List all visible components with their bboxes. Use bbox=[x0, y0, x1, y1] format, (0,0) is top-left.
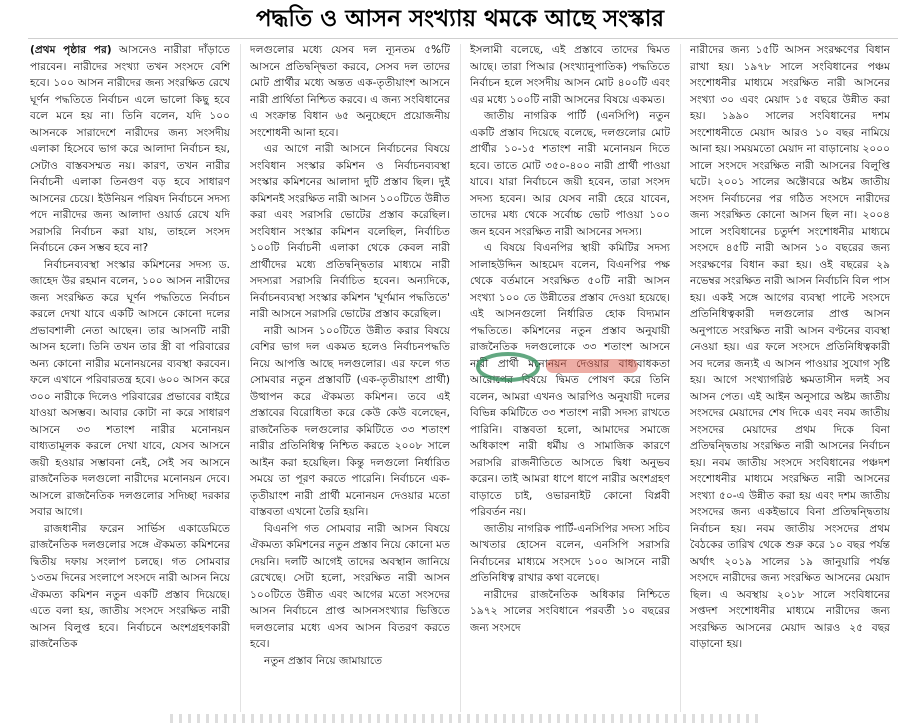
article-column-3 bbox=[470, 42, 670, 714]
paragraph: এ বিষয়ে বিএনপির স্থায়ী কমিটির সদস্য সালাহউদ্দিন আহমেদ বলেন, বিএনপির পক্ষ থেকে বর্তমানে সংরক্ষিত ৫০টি নারী আসন সংখ্যা ১০০ তে উন্নীতের প্রস্তাব দেওয়া হয়েছে। এই আসনগুলো নির্ধারিত হোক বিদ্যমান পদ্ধতিতে। কমিশনের নতুন প্রস্তাব অনুযায়ী রাজনৈতিক দলগুলোকে ৩৩ শতাংশ আসনে নারী প্রার্থী মনোনয়ন দেওয়ার বাধ্যবাধকতা আরোপের বিষয়ে দ্বিমত পোষণ করে তিনি বলেন, আমরা এখনও আরপিও অনুযায়ী দলের বিভিন্ন কমিটিতে ৩৩ শতাংশ নারী সদস্য রাখতে পারিনি। বাস্তবতা হলো, আমাদের সমাজে অধিকাংশ নারী ধর্মীয় ও সামাজিক কারণে সরাসরি রাজনীতিতে আসতে দ্বিধা অনুভব করেন। তাই আমরা ধাপে ধাপে নারীর অংশগ্রহণ বাড়াতে চাই, ওভারনাইট কোনো বিপ্লবী পরিবর্তন নয়। bbox=[470, 242, 670, 518]
paragraph: নতুন প্রস্তাব নিয়ে জামায়াতে bbox=[264, 654, 383, 667]
article-column-2 bbox=[250, 42, 450, 714]
paragraph: রাজধানীর ফরেন সার্ভিস একাডেমিতে রাজনৈতিক দলগুলোর সঙ্গে ঐকমত্য কমিশনের দ্বিতীয় দফায় সংলাপ চলছে। গত সোমবার ১৩তম দিনের সংলাপে সংসদে নারী আসন নিয়ে ঐকমত্য কমিশন নতুন একটি প্রস্তাব দিয়েছে। এতে বলা হয়, জাতীয় সংসদে সংরক্ষিত নারী আসন বিলুপ্ত হবে। নির্বাচনে অংশগ্রহণকারী রাজনৈতিক bbox=[30, 522, 230, 650]
paragraph-text: আসনেও নারীরা দাঁড়াতে পারবেন। নারীদের সংখ্যা তখন সংসদে বেশি হবে। ১০০ আসন নারীদের জন্য সংরক্ষিত রেখে ঘূর্ণন পদ্ধতিতে নির্বাচন এলে ভালো কিছু হবে বলে মনে হয় না। তিনি বলেন, যদি ১০০ আসনকে সারাদেশে নারীদের জন্য সংসদীয় এলাকা হিসেবে ভাগ করে আলাদা নির্বাচন হয়, সেটাও বাস্তবসম্মত নয়। কারণ, তখন নারীর নির্বাচনী এলাকা তিনগুণ বড় হবে সাধারণ আসনের চেয়ে। ইউনিয়ন পরিষদ নির্বাচনে সদস্য পদে নারীদের জন্য আলাদা ওয়ার্ড রেখে যদি সরাসরি নির্বাচন করা যায়, তাহলে সংসদ নির্বাচনে কেন সম্ভব হবে না? bbox=[30, 44, 230, 254]
paragraph: নারীদের জন্য ১৫টি আসন সংরক্ষণের বিধান রাখা হয়। ১৯৭৮ সালে সংবিধানের পঞ্চম সংশোধনীর মাধ্যমে সংরক্ষিত নারী আসনের সংখ্যা ৩০ এবং মেয়াদ ১৫ বছরে উন্নীত করা হয়। ১৯৯০ সালের সংবিধানের দশম সংশোধনীতে মেয়াদ আরও ১০ বছর নামিয়ে আনা হয়। সময়মতো মেয়াদ না বাড়ানোয় ২০০০ সালে সংসদে সংরক্ষিত নারী আসনের বিলুপ্তি ঘটে। ২০০১ সালের অক্টোবরে অষ্টম জাতীয় সংসদ নির্বাচনের পর গঠিত সংসদে নারীদের জন্য সংরক্ষিত কোনো আসন ছিল না। ২০০৪ সালে সংবিধানের চতুর্দশ সংশোধনীর মাধ্যমে সংসদে ৪৫টি নারী আসন ১০ বছরের জন্য সংরক্ষণের বিধান করা হয়। ওই বছরের ২৯ নভেম্বর সংরক্ষিত নারী আসন নির্বাচনি বিল পাস হয়। একই সঙ্গে আগের ব্যবস্থা পাল্টে সংসদে প্রতিনিধিত্বকারী দলগুলোর প্রাপ্ত আসন অনুপাতে সংরক্ষিত নারী আসন বণ্টনের ব্যবস্থা নেওয়া হয়। এর ফলে সংসদে প্রতিনিধিত্বকারী সব দলের জন্যই এ আসন পাওয়ার সুযোগ সৃষ্টি হয়। আগে সংখ্যাগরিষ্ঠ ক্ষমতাসীন দলই সব আসন পেত। এই আইন অনুসারে অষ্টম জাতীয় সংসদের মেয়াদের শেষ দিকে এবং নবম জাতীয় সংসদের মেয়াদের প্রথম দিকে বিনা প্রতিদ্বন্দ্বিতায় সংরক্ষিত নারী আসনের নির্বাচন হয়। নবম জাতীয় সংসদে সংবিধানের পঞ্চদশ সংশোধনীর মাধ্যমে সংরক্ষিত নারী আসনের সংখ্যা ৫০-এ উন্নীত করা হয় এবং দশম জাতীয় সংসদের জন্য একইভাবে বিনা প্রতিদ্বন্দ্বিতায় নির্বাচন হয়। নবম জাতীয় সংসদের প্রথম বৈঠকের তারিখ থেকে শুরু করে ১০ বছর পর্যন্ত অর্থাৎ ২০১৯ সালের ১৯ জানুয়ারি পর্যন্ত সংসদে নারীদের জন্য সংরক্ষিত আসনের মেয়াদ ছিল। এ অবস্থায় ২০১৮ সালে সংবিধানের সপ্তদশ সংশোধনীর মাধ্যমে নারীদের জন্য সংরক্ষিত আসনের মেয়াদ আরও ২৫ বছর বাড়ানো হয়। bbox=[690, 44, 890, 650]
column-divider bbox=[240, 44, 241, 712]
article-headline: পদ্ধতি ও আসন সংখ্যায় থমকে আছে সংস্কার bbox=[255, 6, 665, 32]
article-column-4 bbox=[690, 42, 890, 714]
column-divider bbox=[680, 44, 681, 712]
paragraph: নারী আসন ১০০টিতে উন্নীত করার বিষয়ে বেশির ভাগ দল একমত হলেও নির্বাচনপদ্ধতি নিয়ে আপত্তি আছে দলগুলোর। এর ফলে গত সোমবার নতুন প্রস্তাবটি (এক-তৃতীয়াংশ প্রার্থী) উত্থাপন করে ঐকমত্য কমিশন। তবে এই প্রস্তাবের বিরোধিতা করে কেউ কেউ বলেছেন, রাজনৈতিক দলগুলোর কমিটিতে ৩৩ শতাংশ নারীর প্রতিনিধিত্ব নিশ্চিত করতে ২০০৮ সালে আইন করা হয়েছিল। কিন্তু দলগুলো নির্ধারিত সময়ে তা পূরণ করতে পারেনি। নির্বাচনে এক-তৃতীয়াংশ নারী প্রার্থী মনোনয়ন দেওয়ার মতো বাস্তবতা এখনো তৈরি হয়নি। bbox=[250, 324, 450, 518]
continued-marker: (প্রথম পৃষ্ঠার পর) bbox=[30, 44, 112, 56]
headline-rule bbox=[28, 38, 898, 39]
paragraph bbox=[30, 42, 230, 257]
paragraph: জাতীয় নাগরিক পার্টি-এনসিপির সদস্য সচিব আখতার হোসেন বলেন, এনসিপি সরাসরি নির্বাচনের মাধ্যমে সংসদে ১০০ আসনে নারী প্রতিনিধিত্ব রাখার কথা বলেছে। bbox=[470, 522, 670, 584]
paragraph: দলগুলোর মধ্যে যেসব দল ন্যূনতম ৫%টি আসনে প্রতিদ্বন্দ্বিতা করবে, সেসব দল তাদের মোট প্রার্থীর মধ্যে অন্তত এক-তৃতীয়াংশ আসনে নারী প্রার্থিতা নিশ্চিত করবে। এ জন্য সংবিধানের এ সংক্রান্ত বিধান ৬৫ অনুচ্ছেদে প্রয়োজনীয় সংশোধনী আনা হবে। bbox=[250, 44, 450, 139]
paragraph: ইসলামী বলেছে, এই প্রস্তাবে তাদের দ্বিমত আছে। তারা পিআর (সংখ্যানুপাতিক) পদ্ধতিতে নির্বাচন হলে সংসদীয় আসন মোট ৪০০টি এবং এর মধ্যে ১০০টি নারী আসনের বিষয়ে একমত। bbox=[470, 44, 670, 106]
paragraph: এর আগে নারী আসনে নির্বাচনের বিষয়ে সংবিধান সংস্কার কমিশন ও নির্বাচনব্যবস্থা সংস্কার কমিশনের আলাদা দুটি প্রস্তাব ছিল। দুই কমিশনই সংরক্ষিত নারী আসন ১০০টিতে উন্নীত করা এবং সরাসরি ভোটের প্রস্তাব করেছিল। সংবিধান সংস্কার কমিশন বলেছিল, নির্বাচিত ১০০টি নির্বাচনী এলাকা থেকে কেবল নারী প্রার্থীদের মধ্যে প্রতিদ্বন্দ্বিতার মাধ্যমে নারী সদস্যরা সরাসরি নির্বাচিত হবেন। অন্যদিকে, নির্বাচনব্যবস্থা সংস্কার কমিশন 'ঘূর্ণমান পদ্ধতিতে' নারী আসনে সরাসরি ভোটের প্রস্তাব করেছিল। bbox=[250, 143, 450, 320]
paragraph: জাতীয় নাগরিক পার্টি (এনসিপি) নতুন একটি প্রস্তাব দিয়েছে বলেছে, দলগুলোর মোট প্রার্থীর ১০-১৫ শতাংশ নারী মনোনয়ন দিতে হবে। তাতে মোট ৩৫০-৪০০ নারী প্রার্থী পাওয়া যাবে। যারা নির্বাচনে জয়ী হবেন, তারা সংসদ সদস্য হবেন। আর যেসব নারী হেরে যাবেন, তাদের মধ্য থেকে সর্বোচ্চ ভোট পাওয়া ১০০ জন হবেন সংরক্ষিত নারী আসনের সদস্য। bbox=[470, 110, 670, 238]
paragraph: নারীদের রাজনৈতিক অধিকার নিশ্চিতে ১৯৭২ সালের সংবিধানে পরবর্তী ১০ বছরের জন্য সংসদে bbox=[470, 588, 670, 634]
paragraph: বিএনপি গত সোমবার নারী আসন বিষয়ে ঐকমত্য কমিশনের নতুন প্রস্তাব নিয়ে কোনো মত দেয়নি। দলটি আগেই তাদের অবস্থান জানিয়ে রেখেছে। সেটা হলো, সংরক্ষিত নারী আসন ১০০টিতে উন্নীত এবং আগের মতো সংসদের আসন নির্বাচনে প্রাপ্ত আসনসংখ্যার ভিত্তিতে দলগুলোর মধ্যে এসব আসন বিতরণ করতে হবে। bbox=[250, 522, 450, 650]
paragraph: নির্বাচনব্যবস্থা সংস্কার কমিশনের সদস্য ড. জাহেদ উর রহমান বলেন, ১০০ আসন নারীদের জন্য সংরক্ষিত করে ঘূর্ণন পদ্ধতিতে নির্বাচন করলে দেখা যাবে একটি আসনে কোনো দলের প্রভাবশালী নেতা আছেন। তার আসনটি নারী আসন হলো। তিনি তখন তার স্ত্রী বা পরিবারের অন্য কোনো নারীর মনোনয়নের ব্যবস্থা করবেন। ফলে এখানে পরিবারতন্ত্র হবে। ৬০০ আসন করে ৩০০ নারীকে দিলেও পরিবারের প্রভাবের বাইরে যাওয়া অসম্ভব। আবার কোটা না করে সাধারণ আসনে ৩৩ শতাংশ নারীর মনোনয়ন বাধ্যতামূলক করলে দেখা যাবে, যেসব আসনে জয়ী হওয়ার সম্ভাবনা নেই, সেই সব আসনে রাজনৈতিক দলগুলো নারীদের মনোনয়ন দেবে। আসলে রাজনৈতিক দলগুলোর সদিচ্ছা দরকার সবার আগে। bbox=[30, 258, 230, 518]
next-line-fragment bbox=[170, 714, 760, 723]
article-column-1 bbox=[30, 42, 230, 714]
column-divider bbox=[460, 44, 461, 712]
